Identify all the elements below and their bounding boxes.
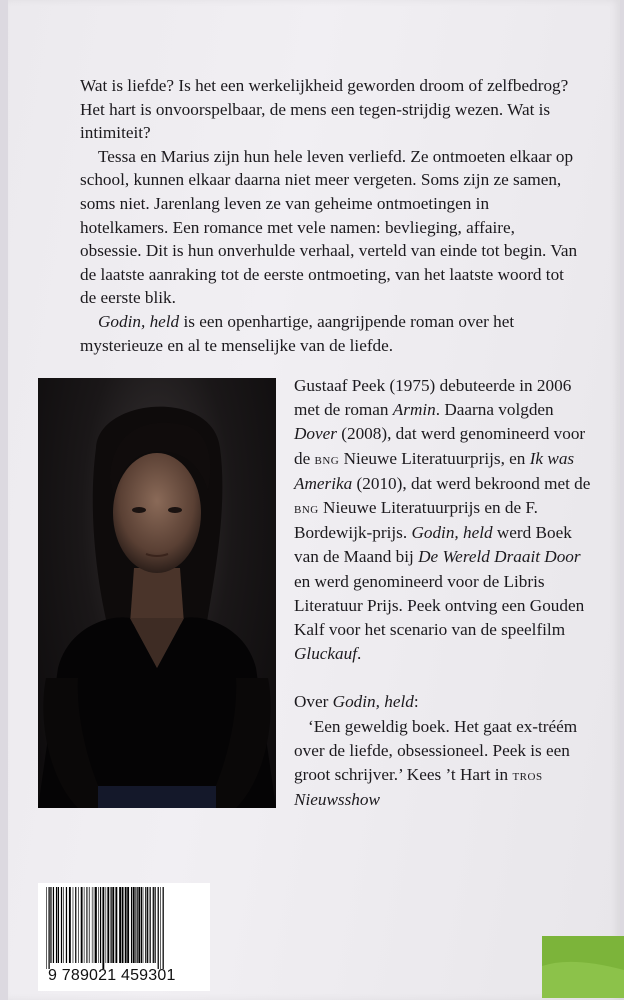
bio-title-godin-held: Godin, held [411, 523, 493, 543]
blurb-paragraph-1: Wat is liefde? Is het een werkelijkheid geworden droom of zelfbedrog? Het hart is onvoorspelbaar, de mens een tegen-strijdig wezen. Wat is intimiteit? [80, 76, 569, 143]
barcode-bar [133, 887, 135, 963]
bio-text: . [357, 644, 362, 664]
bio-smallcaps: bng [314, 451, 340, 468]
barcode-bar [137, 887, 138, 963]
barcode-bar [84, 887, 85, 963]
barcode-bar [88, 887, 89, 963]
review-show: Nieuwsshow [294, 790, 380, 810]
barcode-bar [141, 887, 142, 963]
barcode-bar [147, 887, 148, 963]
barcode-bar [53, 887, 54, 963]
bio-title-ik-was-amerika: Ik was Amerika [294, 448, 575, 493]
barcode-bar [56, 887, 57, 963]
barcode-bar [107, 887, 109, 963]
review-quote [294, 715, 594, 813]
bio-text: Nieuwe Literatuurprijs en de F. Bordewijk-prijs. [294, 498, 538, 543]
spacer [294, 666, 594, 690]
barcode-bar [69, 887, 71, 963]
review-quote-text: ‘Een geweldig boek. Het gaat ex-tréém over de liefde, obsessioneel. Peek is een groot schrijver.’ Kees ’t Hart in [294, 716, 578, 785]
author-photo [38, 378, 276, 808]
bio-text: werd Boek van de Maand bij [294, 523, 572, 567]
review-colon: : [413, 692, 419, 712]
barcode-bar [158, 887, 159, 969]
barcode-bar [138, 887, 140, 963]
barcode-bar [153, 887, 154, 963]
barcode-bar [73, 887, 74, 963]
price-sticker [542, 936, 624, 998]
barcode-bar [94, 887, 95, 963]
barcode-bar [106, 887, 107, 963]
blurb-paragraph-2: Tessa en Marius zijn hun hele leven verliefd. Ze ontmoeten elkaar op school, kunnen elkaar daarna niet meer vergeten. Soms zijn ze samen, soms niet. Jarenlang leven ze van geheime ontmoetingen in hotelkamers. Een romance met vele namen: bevlieging, affaire, obsessie. Dit is hun onverhulde verhaal, verteld van einde tot begin. Van de laatste aanraking tot de eerste ontmoeting, van het laatste woord tot de eerste blik. [80, 146, 578, 308]
barcode-bar [102, 887, 104, 969]
bio-smallcaps: bng [294, 501, 319, 518]
barcode-bar [125, 887, 127, 963]
bio-title-gluckauf: Gluckauf [294, 644, 358, 664]
barcode-bar [86, 887, 87, 963]
barcode-bar [160, 887, 161, 969]
barcode-bar [46, 887, 47, 969]
blurb-paragraph-3-text: is een openhartige, aangrijpende roman over het mysterieuze en al te menselijke van de liefde. [80, 311, 515, 355]
author-portrait-illustration [38, 378, 276, 808]
book-title: Godin, held [98, 311, 180, 331]
barcode-bar [145, 887, 146, 963]
barcode-bar [150, 887, 151, 963]
barcode-bar [89, 887, 90, 963]
barcode-bar [95, 887, 97, 963]
bio-text: Gustaaf Peek (1975) debuteerde in 2006 met de roman [294, 376, 572, 420]
barcode-bar [92, 887, 93, 963]
barcode-bar [155, 887, 156, 963]
barcode-bar [50, 887, 51, 963]
review-network: tros [512, 768, 543, 785]
barcode-bar [98, 887, 99, 963]
barcode-bar [127, 887, 129, 963]
bio-title-armin: Armin [392, 400, 436, 420]
back-cover [8, 0, 620, 1000]
barcode-bar [115, 887, 117, 963]
barcode-bar [119, 887, 121, 963]
author-biography [294, 374, 594, 812]
barcode-bar [81, 887, 83, 963]
blurb-paragraph-3 [80, 310, 580, 357]
barcode-bar [78, 887, 79, 963]
bio-text: en werd genomineerd voor de Libris Literatuur Prijs. Peek ontving een Gouden Kalf voor het scenario van de speelfilm [294, 571, 585, 640]
bio-text: (2010), dat werd bekroond met de [352, 473, 591, 493]
bio-text: Nieuwe Literatuurprijs, en [339, 448, 530, 468]
bio-text: . Daarna volgden [435, 400, 554, 420]
barcode-bar [66, 887, 67, 963]
barcode-bar [163, 887, 164, 969]
barcode-bar [100, 887, 101, 963]
barcode-bar [112, 887, 114, 963]
barcode-bar [122, 887, 124, 963]
barcode-bar [63, 887, 64, 963]
isbn-number: 9 789021 459301 [48, 967, 176, 984]
sticker-pattern [542, 936, 624, 998]
barcode-bars [38, 887, 210, 971]
review-book-title: Godin, held [332, 692, 414, 712]
barcode-bar [48, 887, 49, 969]
barcode-bar [75, 887, 76, 963]
barcode-bar [110, 887, 111, 963]
bio-text: (2008), dat werd genomineerd voor de [294, 424, 586, 468]
bio-paragraph [294, 374, 594, 666]
review-heading [294, 690, 594, 714]
bio-title-dwdd: De Wereld Draait Door [418, 547, 581, 567]
barcode-bar [61, 887, 62, 963]
barcode [38, 883, 210, 991]
bio-title-dover: Dover [294, 424, 337, 444]
blurb-text [80, 74, 580, 357]
barcode-bar [135, 887, 136, 963]
barcode-bar [58, 887, 59, 963]
review-over: Over [294, 692, 333, 712]
barcode-bar [131, 887, 132, 963]
barcode-bar [143, 887, 144, 963]
